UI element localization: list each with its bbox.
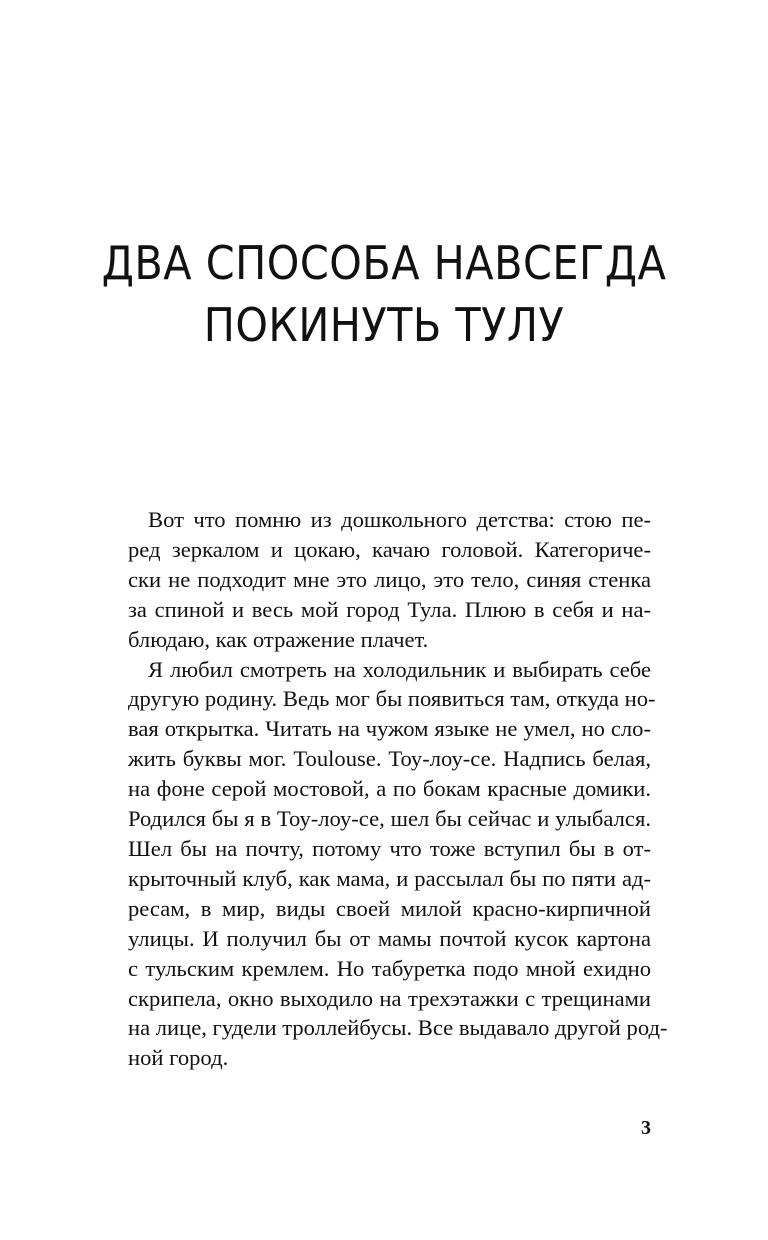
text-line: ски не подходит мне это лицо, это тело, синяя стенка [128, 566, 651, 592]
text-line: блюдаю, как отражение плачет. [128, 626, 429, 652]
text-line: улицы. И получил бы от мамы почтой кусок картона [128, 925, 651, 951]
text-line: с тульским кремлем. Но табуретка подо мной ехидно [128, 955, 651, 981]
chapter-title-line: ПОКИНУТЬ ТУЛУ [203, 298, 565, 352]
text-line: на фоне серой мостовой, а по бокам красные домики. [128, 776, 651, 802]
paragraph-2 [128, 655, 668, 1074]
text-line: скрипела, окно выходило на трехэтажки с трещинами [128, 985, 651, 1011]
text-line: ресам, в мир, виды своей милой красно-кирпичной [128, 895, 651, 921]
chapter-title [0, 232, 768, 356]
text-line: жить буквы мог. Toulouse. Тоу-лоу-се. Надпись белая, [128, 746, 651, 772]
text-line: Я любил смотреть на холодильник и выбирать себе [148, 656, 651, 682]
paragraph-1 [128, 505, 651, 655]
text-line: вая открытка. Читать на чужом языке не умел, но сло- [128, 716, 651, 742]
chapter-body [128, 505, 668, 1073]
text-line: за спиной и весь мой город Тула. Плюю в себя и на- [128, 596, 651, 622]
chapter-title-line: ДВА СПОСОБА НАВСЕГДА [101, 236, 667, 290]
text-line: на лице, гудели троллейбусы. Все выдавало другой род- [128, 1015, 668, 1041]
text-line: крыточный клуб, как мама, и рассылал бы по пяти ад- [128, 865, 651, 891]
text-line: Шел бы на почту, потому что тоже вступил бы в от- [128, 835, 651, 861]
page-number: 3 [641, 1117, 651, 1139]
text-line: ред зеркалом и цокаю, качаю головой. Категориче- [128, 536, 651, 562]
text-line: Вот что помню из дошкольного детства: стою пе- [148, 507, 651, 532]
text-line: Родился бы я в Тоу-лоу-се, шел бы сейчас и улыбался. [128, 806, 651, 832]
text-line: другую родину. Ведь мог бы появиться там, откуда но- [128, 686, 656, 712]
text-line: ной город. [128, 1045, 229, 1071]
